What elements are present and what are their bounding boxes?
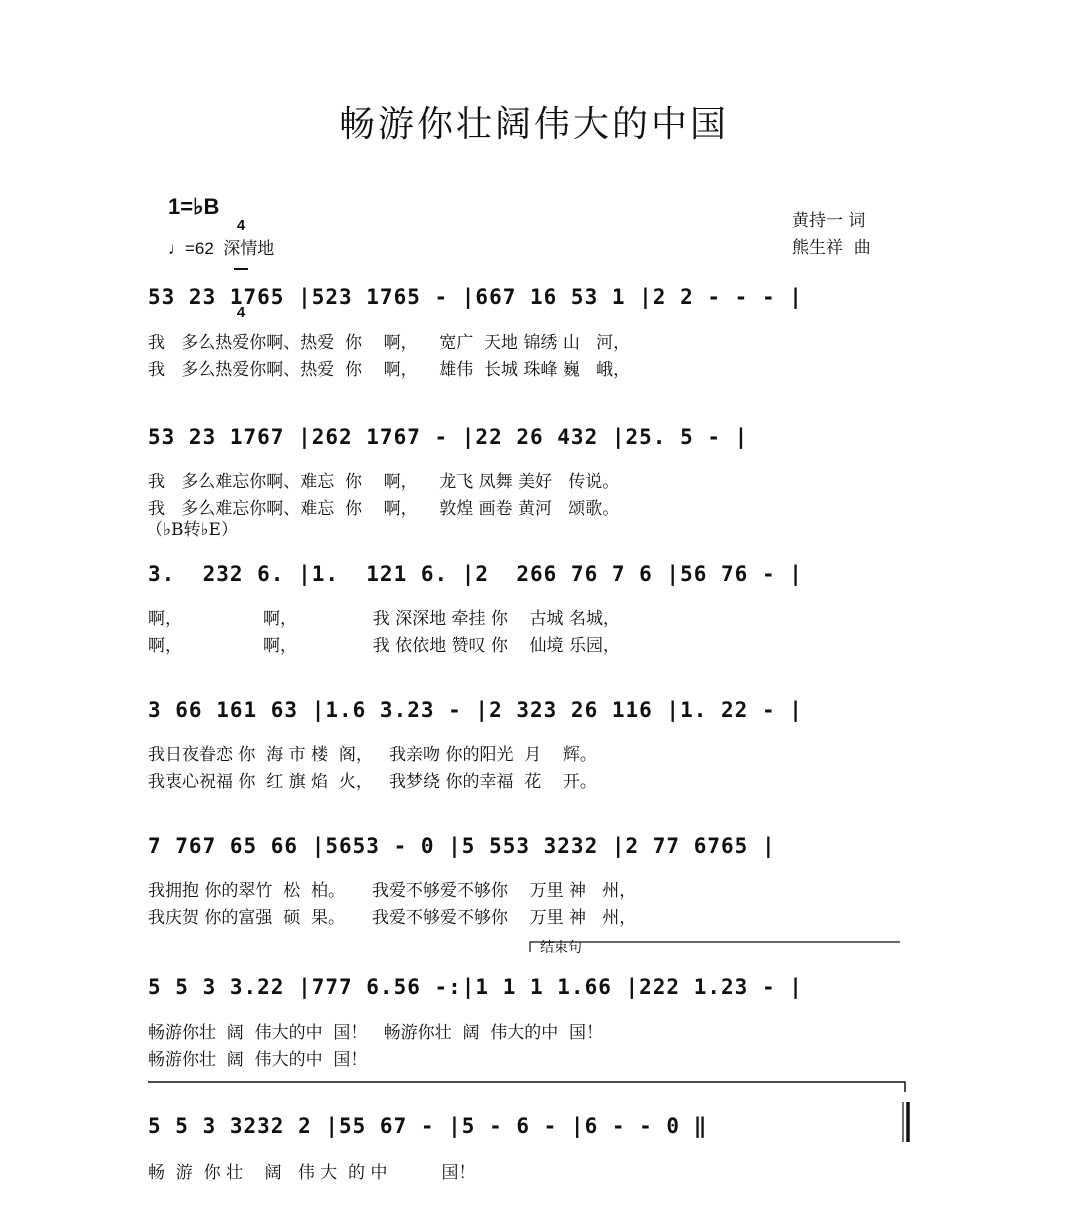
lyric-line-3-verse-1: 啊， 啊， 我 深深地 牵挂 你 古城 名城， bbox=[148, 609, 620, 629]
tempo-marking: ♩=62 深情地 bbox=[168, 239, 275, 258]
key-signature: 1=♭B bbox=[168, 194, 220, 219]
notation-line-5: 7 767 65 66 |5653 - 0 |5 553 3232 |2 77 6765 | bbox=[148, 834, 776, 858]
time-signature-top: 4 bbox=[236, 217, 246, 234]
notation-line-2: 53 23 1767 |262 1767 - |22 26 432 |25. 5 - | bbox=[148, 425, 749, 449]
key-change-marker: （♭B转♭E） bbox=[146, 520, 238, 540]
lyric-line-1-verse-1: 我 多么热爱你啊、热爱 你 啊， 宽广 天地 锦绣 山 河， bbox=[148, 333, 631, 353]
lyric-line-5-verse-1: 我拥抱 你的翠竹 松 柏。 我爱不够爱不够你 万里 神 州， bbox=[148, 881, 637, 901]
notation-line-7: 5 5 3 3232 2 |55 67 - |5 - 6 - |6 - - 0 ‖ bbox=[148, 1114, 708, 1138]
lyric-line-7: 畅 游 你 壮 阔 伟 大 的 中 国！ bbox=[148, 1163, 476, 1183]
lyric-line-2-verse-2: 我 多么难忘你啊、难忘 你 啊， 敦煌 画卷 黄河 颂歌。 bbox=[148, 499, 620, 519]
coda-line bbox=[148, 1082, 905, 1092]
lyric-line-4-verse-1: 我日夜眷恋 你 海 市 楼 阁， 我亲吻 你的阳光 月 辉。 bbox=[148, 745, 597, 765]
composer-credit: 熊生祥 曲 bbox=[792, 238, 871, 258]
lyric-line-1-verse-2: 我 多么热爱你啊、热爱 你 啊， 雄伟 长城 珠峰 巍 峨， bbox=[148, 360, 631, 380]
time-signature-bottom: 4 bbox=[236, 304, 246, 321]
notation-line-3: 3. 232 6. |1. 121 6. |2 266 76 7 6 |56 76 - | bbox=[148, 562, 803, 586]
song-title: 畅游你壮阔伟大的中国 bbox=[338, 104, 729, 145]
notation-line-1: 53 23 1765 |523 1765 - |667 16 53 1 |2 2 - - - | bbox=[148, 285, 803, 309]
lyric-line-6-verse-2: 畅游你壮 阔 伟大的中 国！ bbox=[148, 1050, 368, 1070]
ending-bracket bbox=[530, 942, 900, 952]
lyric-line-2-verse-1: 我 多么难忘你啊、难忘 你 啊， 龙飞 凤舞 美好 传说。 bbox=[148, 472, 620, 492]
lyric-line-4-verse-2: 我衷心祝福 你 红 旗 焰 火， 我梦绕 你的幸福 花 开。 bbox=[148, 772, 597, 792]
ending-label: 结束句 bbox=[540, 940, 582, 956]
notation-line-6: 5 5 3 3.22 |777 6.56 -:|1 1 1 1.66 |222 1.23 - | bbox=[148, 975, 803, 999]
lyric-line-3-verse-2: 啊， 啊， 我 依依地 赞叹 你 仙境 乐园， bbox=[148, 636, 620, 656]
lyricist-credit: 黄持一 词 bbox=[792, 211, 866, 231]
lyric-line-5-verse-2: 我庆贺 你的富强 硕 果。 我爱不够爱不够你 万里 神 州， bbox=[148, 908, 637, 928]
notation-line-4: 3 66 161 63 |1.6 3.23 - |2 323 26 116 |1. 22 - | bbox=[148, 698, 803, 722]
lyric-line-6-verse-1: 畅游你壮 阔 伟大的中 国！ 畅游你壮 阔 伟大的中 国！ bbox=[148, 1023, 604, 1043]
